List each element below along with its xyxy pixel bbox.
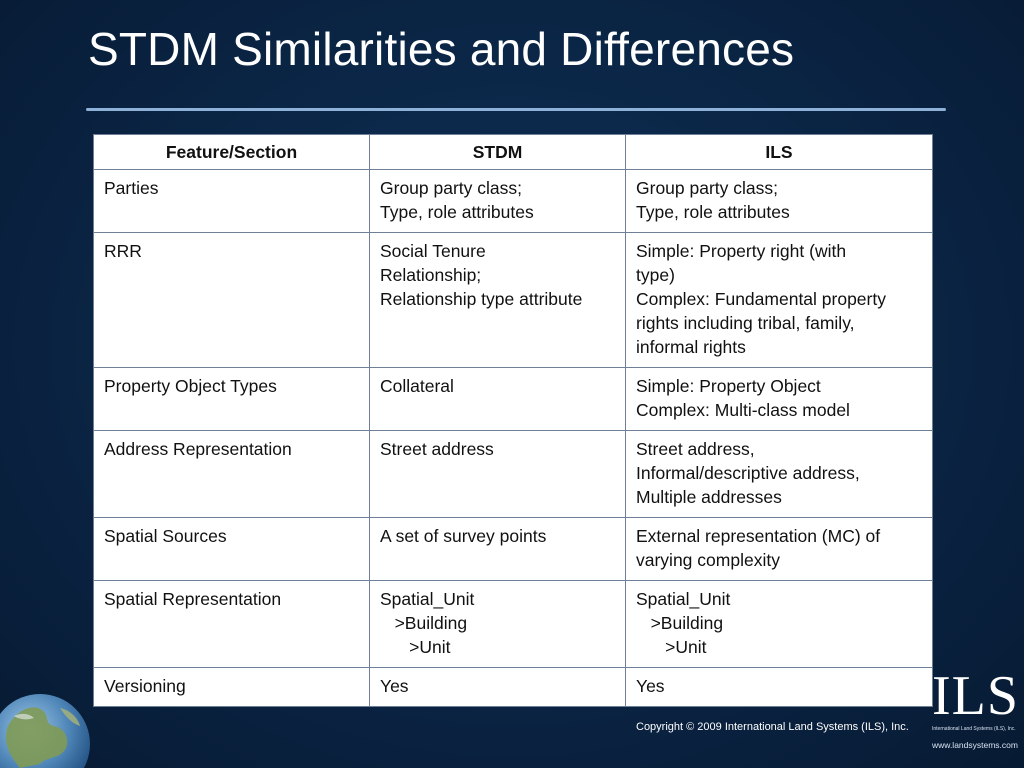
- cell-stdm: [370, 233, 626, 368]
- cell-line: Relationship;: [380, 265, 482, 285]
- cell-line: Street address,: [636, 439, 755, 459]
- cell-ils: [626, 431, 933, 518]
- cell-feature: [94, 368, 370, 431]
- header-feature: Feature/Section: [94, 135, 370, 170]
- cell-stdm: [370, 668, 626, 707]
- logo-mark: ILS: [932, 665, 1019, 727]
- cell-line: External representation (MC) of: [636, 526, 881, 546]
- cell-stdm: [370, 581, 626, 668]
- logo-tagline: International Land Systems (ILS), Inc.: [932, 726, 1016, 732]
- cell-line: >Unit: [636, 637, 707, 657]
- cell-line: Yes: [380, 676, 409, 696]
- slide-title: STDM Similarities and Differences: [88, 23, 795, 75]
- cell-line: Complex: Multi-class model: [636, 400, 850, 420]
- cell-stdm: [370, 518, 626, 581]
- table-row: [94, 581, 933, 668]
- cell-line: Relationship type attribute: [380, 289, 583, 309]
- cell-line: Spatial Sources: [104, 526, 227, 546]
- cell-line: Spatial_Unit: [636, 589, 731, 609]
- cell-line: >Building: [380, 613, 468, 633]
- cell-ils: [626, 233, 933, 368]
- globe-icon: [0, 686, 90, 768]
- cell-line: Property Object Types: [104, 376, 277, 396]
- cell-line: Group party class;: [636, 178, 778, 198]
- cell-line: >Building: [636, 613, 724, 633]
- cell-feature: [94, 431, 370, 518]
- cell-ils: [626, 518, 933, 581]
- cell-stdm: [370, 170, 626, 233]
- cell-line: >Unit: [380, 637, 451, 657]
- cell-line: Street address: [380, 439, 494, 459]
- cell-stdm: [370, 368, 626, 431]
- cell-line: Simple: Property right (with: [636, 241, 847, 261]
- logo-url: www.landsystems.com: [932, 740, 1018, 750]
- cell-line: Yes: [636, 676, 665, 696]
- cell-ils: [626, 668, 933, 707]
- cell-line: Complex: Fundamental property: [636, 289, 886, 309]
- table-row: [94, 170, 933, 233]
- cell-line: A set of survey points: [380, 526, 547, 546]
- cell-line: Multiple addresses: [636, 487, 782, 507]
- header-stdm: STDM: [370, 135, 626, 170]
- cell-ils: [626, 170, 933, 233]
- cell-line: Type, role attributes: [636, 202, 790, 222]
- cell-line: Parties: [104, 178, 159, 198]
- copyright-text: Copyright © 2009 International Land Systems (ILS), Inc.: [636, 721, 909, 733]
- cell-line: Address Representation: [104, 439, 292, 459]
- table-row: [94, 368, 933, 431]
- cell-line: Informal/descriptive address,: [636, 463, 860, 483]
- title-divider: [86, 108, 946, 111]
- cell-line: Social Tenure: [380, 241, 486, 261]
- table-row: [94, 668, 933, 707]
- cell-line: Spatial Representation: [104, 589, 282, 609]
- cell-line: Collateral: [380, 376, 454, 396]
- comparison-table: [93, 134, 933, 707]
- table-row: [94, 518, 933, 581]
- cell-feature: [94, 233, 370, 368]
- cell-line: Simple: Property Object: [636, 376, 821, 396]
- cell-line: informal rights: [636, 337, 746, 357]
- cell-line: Type, role attributes: [380, 202, 534, 222]
- cell-line: Versioning: [104, 676, 186, 696]
- cell-line: Group party class;: [380, 178, 522, 198]
- cell-line: varying complexity: [636, 550, 780, 570]
- cell-feature: [94, 581, 370, 668]
- table-row: [94, 233, 933, 368]
- cell-line: RRR: [104, 241, 142, 261]
- table-row: [94, 431, 933, 518]
- cell-feature: [94, 518, 370, 581]
- table-header-row: [94, 135, 933, 170]
- cell-stdm: [370, 431, 626, 518]
- cell-feature: [94, 668, 370, 707]
- header-ils: ILS: [626, 135, 933, 170]
- cell-line: rights including tribal, family,: [636, 313, 855, 333]
- cell-feature: [94, 170, 370, 233]
- cell-ils: [626, 581, 933, 668]
- cell-line: Spatial_Unit: [380, 589, 475, 609]
- cell-ils: [626, 368, 933, 431]
- cell-line: type): [636, 265, 675, 285]
